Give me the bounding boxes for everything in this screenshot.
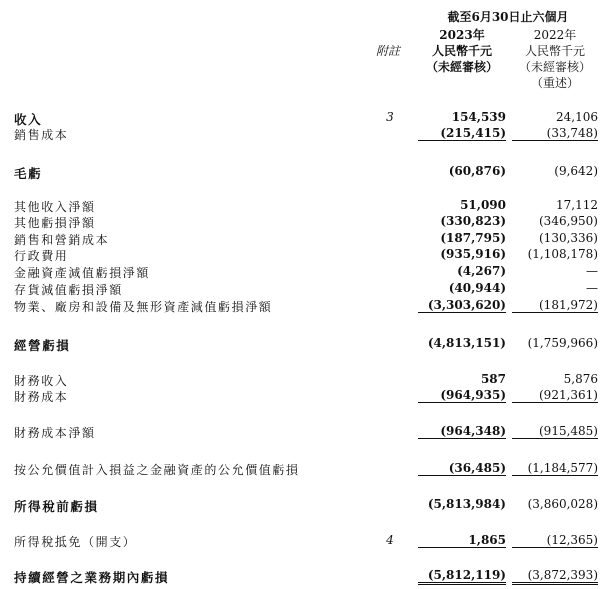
- note-column-heading: 附註: [375, 44, 400, 58]
- row-2023-finance-income: 587: [480, 372, 506, 386]
- row-label-inventory-impairment: 存貨減值虧損淨額: [14, 283, 123, 297]
- row-2022-cost-of-sales: (33,748): [512, 126, 598, 141]
- row-2023-operating-loss: (4,813,151): [427, 336, 506, 350]
- row-2023-other-income: 51,090: [460, 198, 506, 212]
- row-2023-admin-expenses: (935,916): [440, 247, 506, 261]
- row-note-revenue: 3: [386, 110, 394, 124]
- col-2022-restated: （重述）: [530, 76, 579, 90]
- row-2022-loss-continuing-ops: (3,872,393): [512, 568, 598, 585]
- row-2023-selling-marketing: (187,795): [440, 231, 506, 245]
- row-2023-income-tax: 1,865: [418, 533, 506, 548]
- row-2023-cost-of-sales: (215,415): [418, 126, 506, 141]
- row-2022-net-finance-costs: (915,485): [512, 424, 598, 439]
- row-2023-ppe-impairment: (3,303,620): [418, 298, 506, 313]
- row-label-operating-loss: 經營虧損: [14, 338, 71, 353]
- row-2023-net-finance-costs: (964,348): [418, 424, 506, 439]
- row-2023-revenue: 154,539: [451, 110, 506, 124]
- row-label-finance-income: 財務收入: [14, 374, 69, 388]
- row-2022-revenue: 24,106: [556, 110, 598, 124]
- col-2022-status: （未經審核）: [518, 60, 591, 74]
- row-2022-gross-loss: (9,642): [554, 164, 598, 178]
- row-2022-other-losses: (346,950): [539, 214, 598, 228]
- row-2023-gross-loss: (60,876): [448, 164, 506, 178]
- row-label-selling-marketing: 銷售和營銷成本: [14, 233, 110, 247]
- row-2022-finance-costs: (921,361): [512, 388, 598, 403]
- row-2022-selling-marketing: (130,336): [539, 231, 598, 245]
- row-label-net-finance-costs: 財務成本淨額: [14, 426, 96, 440]
- row-label-fvtpl-loss: 按公允價值計入損益之金融資產的公允價值虧損: [14, 463, 300, 477]
- row-2022-finance-income: 5,876: [563, 372, 598, 386]
- row-2023-fvtpl-loss: (36,485): [418, 461, 506, 476]
- row-2023-finance-costs: (964,935): [418, 388, 506, 403]
- row-2023-loss-continuing-ops: (5,812,119): [418, 568, 506, 585]
- row-label-gross-loss: 毛虧: [14, 166, 43, 181]
- col-2022-year: 2022年: [533, 28, 577, 42]
- row-note-income-tax: 4: [386, 533, 394, 547]
- col-2023-unit: 人民幣千元: [431, 44, 492, 58]
- row-2022-financial-asset-impairment: —: [586, 264, 598, 278]
- row-2022-operating-loss: (1,759,966): [527, 336, 598, 350]
- row-2022-loss-before-tax: (3,860,028): [527, 497, 598, 511]
- row-2023-inventory-impairment: (40,944): [448, 281, 506, 295]
- col-2022-unit: 人民幣千元: [524, 44, 585, 58]
- row-label-ppe-impairment: 物業、廠房和設備及無形資產減值虧損淨額: [14, 300, 273, 314]
- col-2023-status: （未經審核）: [425, 60, 498, 74]
- row-2022-admin-expenses: (1,108,178): [527, 247, 598, 261]
- row-label-finance-costs: 財務成本: [14, 390, 69, 404]
- row-2022-fvtpl-loss: (1,184,577): [512, 461, 598, 476]
- row-2022-ppe-impairment: (181,972): [512, 298, 598, 313]
- row-2023-other-losses: (330,823): [440, 214, 506, 228]
- row-label-income-tax: 所得稅抵免（開支）: [14, 535, 137, 549]
- row-2022-inventory-impairment: —: [586, 281, 598, 295]
- row-label-loss-before-tax: 所得稅前虧損: [14, 499, 99, 514]
- row-label-revenue: 收入: [14, 112, 43, 127]
- row-2023-loss-before-tax: (5,813,984): [427, 497, 506, 511]
- row-2022-other-income: 17,112: [556, 198, 598, 212]
- row-label-admin-expenses: 行政費用: [14, 249, 69, 263]
- row-label-financial-asset-impairment: 金融資產減值虧損淨額: [14, 266, 151, 280]
- period-heading: 截至6月30日止六個月: [447, 10, 569, 24]
- row-2022-income-tax: (12,365): [512, 533, 598, 548]
- col-2023-year: 2023年: [439, 28, 485, 42]
- row-2023-financial-asset-impairment: (4,267): [457, 264, 506, 278]
- row-label-loss-continuing-ops: 持續經營之業務期內虧損: [14, 570, 170, 585]
- row-label-other-losses: 其他虧損淨額: [14, 216, 96, 230]
- row-label-cost-of-sales: 銷售成本: [14, 128, 69, 142]
- row-label-other-income: 其他收入淨額: [14, 200, 96, 214]
